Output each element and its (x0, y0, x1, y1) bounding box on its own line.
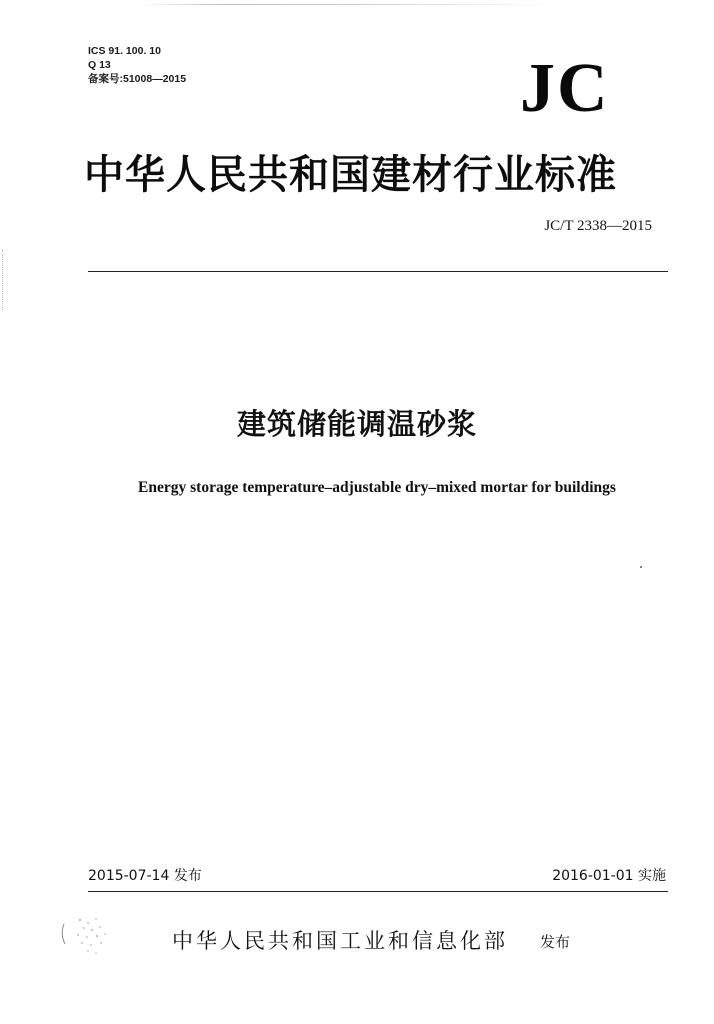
footer-divider (88, 891, 668, 892)
scan-artifact-top (140, 4, 560, 5)
ccs-code: Q 13 (88, 59, 111, 71)
jc-logo: JC (520, 50, 610, 127)
scan-artifact-left (2, 250, 4, 310)
issuing-authority: 中华人民共和国工业和信息化部 (172, 929, 508, 953)
issuing-authority-suffix: 发布 (540, 933, 571, 951)
ics-code: ICS 91. 100. 10 (88, 45, 161, 57)
title-english: Energy storage temperature–adjustable dry–mixed mortar for buildings (138, 479, 616, 496)
faint-seal-icon (58, 910, 118, 960)
title-chinese: 建筑储能调温砂浆 (236, 407, 477, 441)
standard-number: JC/T 2338—2015 (544, 218, 652, 234)
record-number: 备案号:51008—2015 (88, 73, 187, 85)
implementation-date: 2016-01-01 实施 (552, 868, 666, 884)
classification-codes (88, 44, 186, 86)
standard-category-heading: 中华人民共和国建材行业标准 (84, 151, 617, 198)
issue-date: 2015-07-14 发布 (88, 868, 202, 884)
header-divider (88, 271, 668, 272)
scan-speck (640, 566, 642, 568)
